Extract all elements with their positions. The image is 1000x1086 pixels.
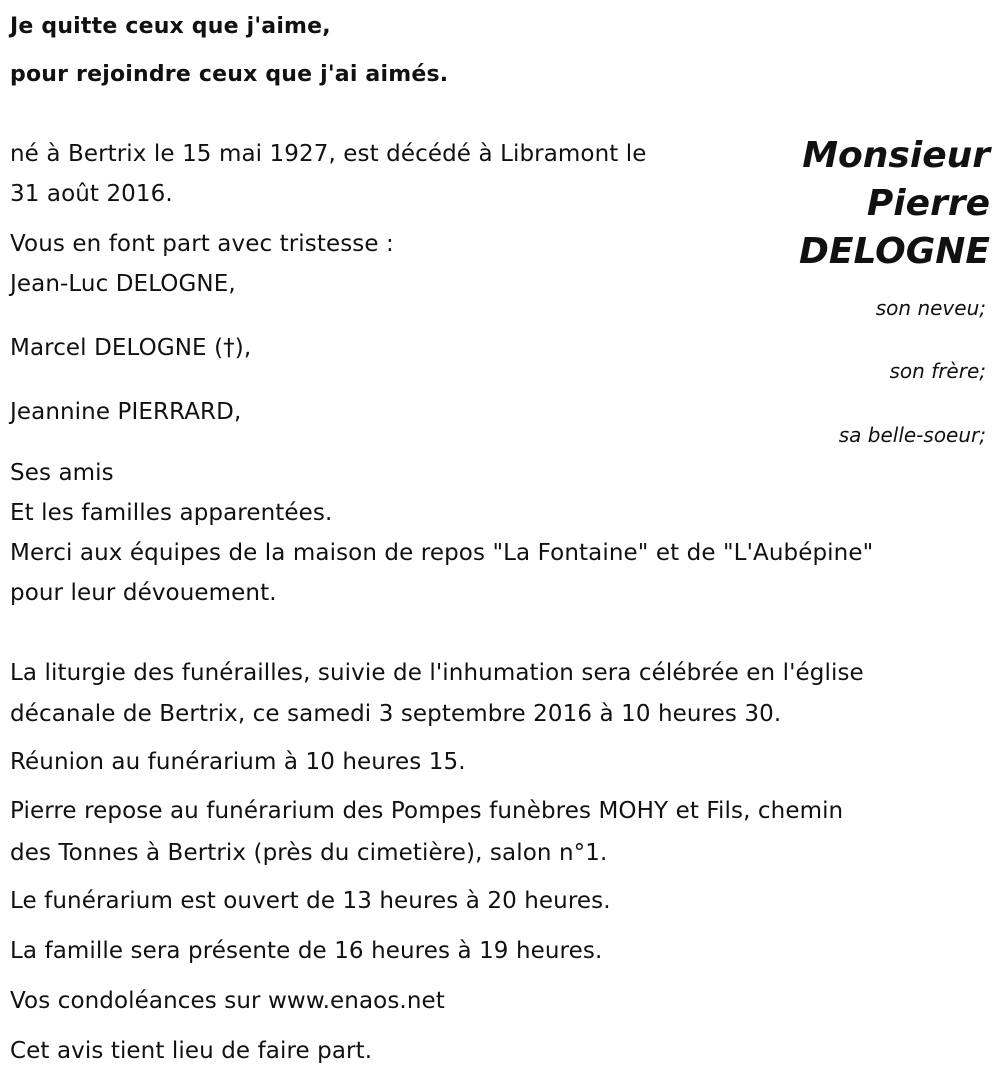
condolences-line: Vos condoléances sur www.enaos.net [10,988,445,1014]
announcer-name-2: Marcel DELOGNE (†), [10,335,252,361]
epigraph-line-1: Je quitte ceux que j'aime, [10,14,331,39]
open-hours-line: Le funérarium est ouvert de 13 heures à 20 heures. [10,888,611,914]
meeting-line: Réunion au funérarium à 10 heures 15. [10,749,466,775]
deceased-title: Monsieur [802,135,990,176]
thanks-line-2: pour leur dévouement. [10,580,277,606]
birth-death-line-2: 31 août 2016. [10,181,173,207]
announcers-intro: Vous en font part avec tristesse : [10,231,394,257]
thanks-line-1: Merci aux équipes de la maison de repos "La Fontaine" et de "L'Aubépine" [10,540,874,566]
epigraph-line-2: pour rejoindre ceux que j'ai aimés. [10,62,449,87]
announcer-relation-1: son neveu; [875,296,986,320]
announcer-relation-2: son frère; [889,359,986,383]
announcer-name-1: Jean-Luc DELOGNE, [10,271,236,297]
announcer-relation-3: sa belle-soeur; [838,423,986,447]
announcer-name-3: Jeannine PIERRARD, [10,399,242,425]
friends-line: Ses amis [10,460,114,486]
notice-line: Cet avis tient lieu de faire part. [10,1038,373,1064]
deceased-last-name: DELOGNE [798,231,990,272]
families-line: Et les familles apparentées. [10,500,333,526]
rest-line-1: Pierre repose au funérarium des Pompes funèbres MOHY et Fils, chemin [10,798,844,824]
ceremony-line-2: décanale de Bertrix, ce samedi 3 septembre 2016 à 10 heures 30. [10,701,782,727]
ceremony-line-1: La liturgie des funérailles, suivie de l'inhumation sera célébrée en l'église [10,660,864,686]
rest-line-2: des Tonnes à Bertrix (près du cimetière), salon n°1. [10,840,608,866]
family-hours-line: La famille sera présente de 16 heures à 19 heures. [10,938,603,964]
deceased-first-name: Pierre [866,183,990,224]
birth-death-line-1: né à Bertrix le 15 mai 1927, est décédé à Libramont le [10,141,647,167]
